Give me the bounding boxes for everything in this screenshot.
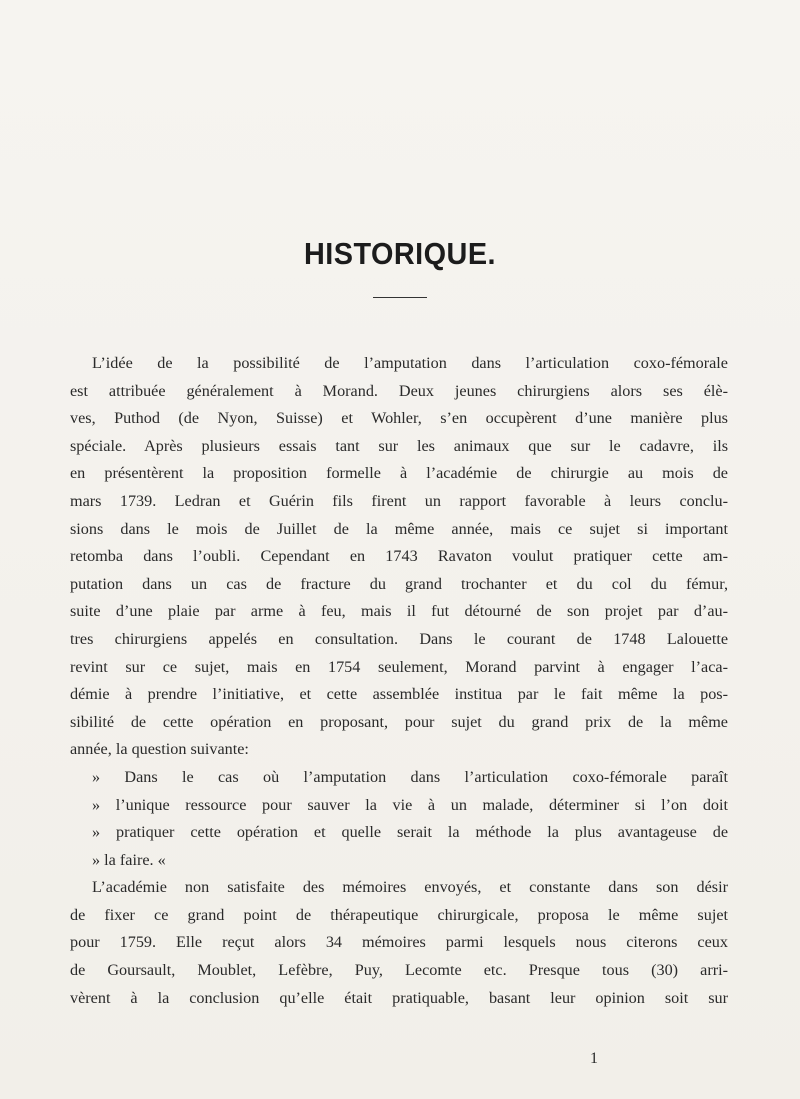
text-line: mars 1739. Ledran et Guérin fils firent un rapport favorable à leurs conclu- (70, 491, 728, 510)
text-line: pour 1759. Elle reçut alors 34 mémoires parmi lesquels nous citerons ceux (70, 933, 728, 952)
text-line: est attribuée généralement à Morand. Deux jeunes chirurgiens alors ses élè- (70, 381, 728, 400)
text-line: spéciale. Après plusieurs essais tant sur les animaux que sur le cadavre, ils (70, 436, 728, 455)
text-line: sions dans le mois de Juillet de la même année, mais ce sujet si important (70, 519, 728, 538)
text-line: démie à prendre l’initiative, et cette assemblée institua par le fait même la pos- (70, 685, 728, 704)
text-line: ves, Puthod (de Nyon, Suisse) et Wohler, s’en occupèrent d’une manière plus (70, 409, 728, 428)
text-line: en présentèrent la proposition formelle à l’académie de chirurgie au mois de (70, 464, 728, 483)
text-line: revint sur ce sujet, mais en 1754 seulement, Morand parvint à engager l’aca- (70, 657, 728, 676)
text-line: sibilité de cette opération en proposant, pour sujet du grand prix de la même (70, 712, 728, 731)
text-line: de Goursault, Moublet, Lefèbre, Puy, Lecomte etc. Presque tous (30) arri- (70, 961, 728, 980)
quote-line: » pratiquer cette opération et quelle serait la méthode la plus avantageuse de (92, 823, 728, 842)
chapter-title: HISTORIQUE. (303, 236, 497, 271)
text-line: putation dans un cas de fracture du grand trochanter et du col du fémur, (70, 574, 728, 593)
quote-line: » Dans le cas où l’amputation dans l’articulation coxo-fémorale paraît (92, 767, 728, 786)
body-text (70, 350, 728, 1012)
text-line: L’idée de la possibilité de l’amputation dans l’articulation coxo-fémorale (92, 354, 728, 372)
text-line: vèrent à la conclusion qu’elle était pratiquable, basant leur opinion soit sur (70, 988, 728, 1007)
text-line: L’académie non satisfaite des mémoires envoyés, et constante dans son désir (92, 878, 728, 897)
text-line: année, la question suivante: (70, 740, 249, 759)
text-line: de fixer ce grand point de thérapeutique chirurgicale, proposa le même sujet (70, 905, 728, 924)
text-line: tres chirurgiens appelés en consultation. Dans le courant de 1748 Lalouette (70, 629, 728, 648)
signature-mark: 1 (590, 1050, 598, 1067)
quote-line: » l’unique ressource pour sauver la vie à un malade, déterminer si l’on doit (92, 795, 728, 814)
text-line: suite d’une plaie par arme à feu, mais il fut détourné de son projet par d’au- (70, 602, 728, 621)
quote-line: » la faire. « (92, 850, 166, 869)
title-rule (373, 297, 427, 298)
text-line: retomba dans l’oubli. Cependant en 1743 Ravaton voulut pratiquer cette am- (70, 547, 728, 566)
